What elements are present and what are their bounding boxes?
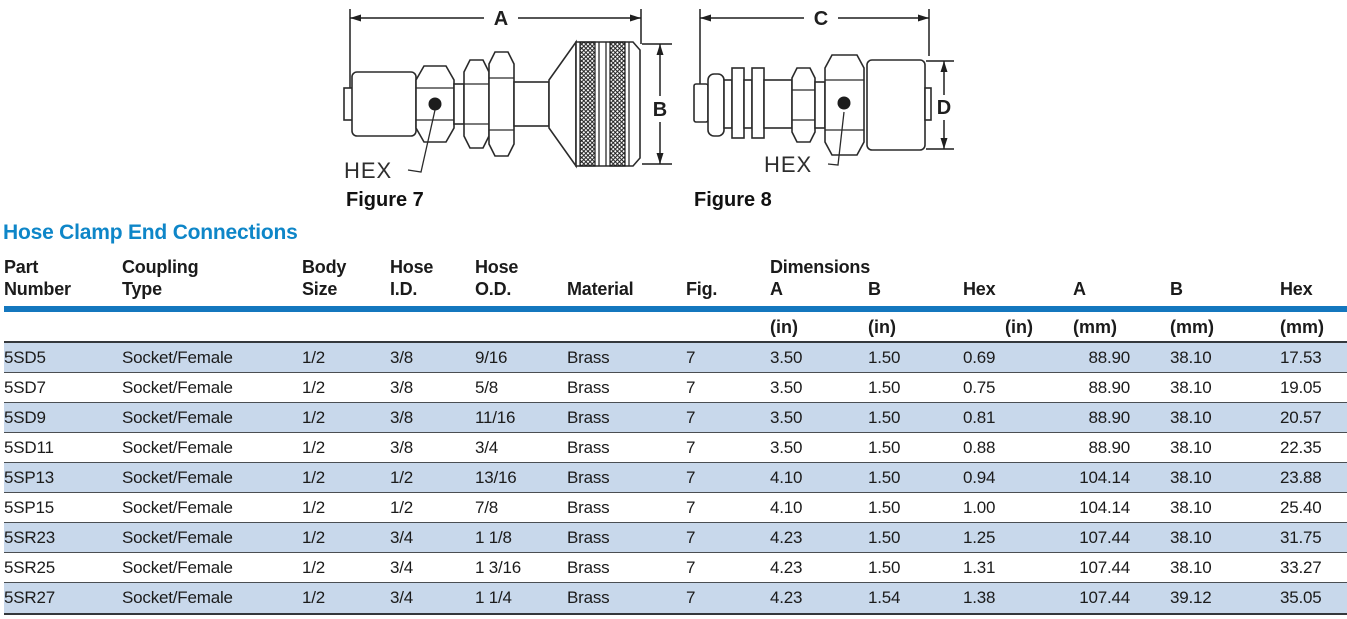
cell-b-mm: 38.10: [1170, 498, 1212, 517]
column-header: [567, 250, 686, 300]
cell-hose-id: 3/4: [390, 588, 414, 607]
cell-material: Brass: [567, 378, 610, 397]
column-header-line1: Hose: [475, 257, 519, 277]
cell-fig: 7: [686, 438, 696, 457]
cell-hex-mm: 33.27: [1280, 558, 1322, 577]
knurl-band: [580, 42, 595, 166]
cell-hose-id: 3/8: [390, 438, 414, 457]
cell-hose-od: 3/4: [475, 438, 499, 457]
cell-hose-od: 9/16: [475, 348, 508, 367]
cell-material: Brass: [567, 528, 610, 547]
cell-hose-id: 3/4: [390, 558, 414, 577]
cell-body-size: 1/2: [302, 468, 326, 487]
cell-material: Brass: [567, 438, 610, 457]
cell-hex-mm: 19.05: [1280, 378, 1322, 397]
cell-b-mm: 38.10: [1170, 408, 1212, 427]
unit-cell: [4, 312, 122, 339]
table-row: [4, 523, 1347, 553]
column-header-line2: I.D.: [390, 279, 418, 299]
cell-part-number: 5SR27: [4, 588, 55, 607]
cell-hex-in: 1.00: [963, 498, 996, 517]
cell-b-in: 1.54: [868, 588, 901, 607]
cell-coupling-type: Socket/Female: [122, 558, 233, 577]
cell-b-in: 1.50: [868, 498, 901, 517]
unit-cell: (mm): [1170, 317, 1214, 337]
cell-hex-mm: 25.40: [1280, 498, 1322, 517]
cell-hex-mm: 20.57: [1280, 408, 1322, 427]
unit-cell: (in): [770, 317, 798, 337]
cell-coupling-type: Socket/Female: [122, 408, 233, 427]
unit-cell: [567, 312, 686, 339]
cell-body-size: 1/2: [302, 378, 326, 397]
cell-coupling-type: Socket/Female: [122, 498, 233, 517]
cell-b-in: 1.50: [868, 528, 901, 547]
table-row: [4, 493, 1347, 523]
cell-a-mm: 104.14: [1079, 498, 1130, 517]
cell-part-number: 5SP13: [4, 468, 55, 487]
cell-hose-od: 1 1/4: [475, 588, 512, 607]
cell-b-in: 1.50: [868, 438, 901, 457]
cell-material: Brass: [567, 588, 610, 607]
cell-a-mm: 107.44: [1079, 528, 1130, 547]
cell-hose-od: 1 3/16: [475, 558, 522, 577]
cell-material: Brass: [567, 348, 610, 367]
column-header-line1: Hose: [390, 257, 434, 277]
column-header: [770, 250, 871, 300]
cell-hex-mm: 23.88: [1280, 468, 1322, 487]
cell-a-mm: 88.90: [1088, 438, 1130, 457]
cell-hex-in: 0.88: [963, 438, 996, 457]
dim-label-c: C: [813, 8, 829, 30]
table-row: [4, 403, 1347, 433]
cell-body-size: 1/2: [302, 348, 326, 367]
cell-material: Brass: [567, 468, 610, 487]
cell-hose-id: 3/8: [390, 408, 414, 427]
cell-coupling-type: Socket/Female: [122, 588, 233, 607]
cell-a-mm: 104.14: [1079, 468, 1130, 487]
cell-fig: 7: [686, 558, 696, 577]
cell-hex-in: 0.69: [963, 348, 996, 367]
ferrule: [352, 72, 416, 136]
figures-area: [0, 0, 1347, 216]
ferrule: [867, 60, 925, 150]
figure7-caption: Figure 7: [346, 189, 424, 211]
cell-coupling-type: Socket/Female: [122, 438, 233, 457]
column-header-line1: Part: [4, 257, 39, 277]
cell-hose-id: 1/2: [390, 498, 414, 517]
cell-hex-in: 1.31: [963, 558, 996, 577]
cell-hose-od: 13/16: [475, 468, 517, 487]
cell-hex-mm: 22.35: [1280, 438, 1322, 457]
unit-cell: (mm): [1280, 317, 1324, 337]
column-header: [1170, 250, 1280, 300]
column-header: [122, 250, 302, 300]
cell-part-number: 5SP15: [4, 498, 55, 517]
hex-callout-dot: [429, 98, 442, 111]
cell-b-in: 1.50: [868, 378, 901, 397]
cell-hose-od: 1 1/8: [475, 528, 512, 547]
cell-part-number: 5SR23: [4, 528, 55, 547]
hex-callout-label: HEX: [344, 158, 393, 183]
cell-a-in: 4.23: [770, 528, 803, 547]
column-header: [963, 250, 1073, 300]
column-header: [390, 250, 475, 300]
column-header-line2: Hex: [963, 279, 996, 299]
table-row: [4, 373, 1347, 403]
cell-b-mm: 38.10: [1170, 558, 1212, 577]
dim-label-a: A: [493, 8, 509, 30]
cell-fig: 7: [686, 498, 696, 517]
table-row: [4, 463, 1347, 493]
cell-body-size: 1/2: [302, 558, 326, 577]
cell-a-mm: 107.44: [1079, 558, 1130, 577]
cell-a-in: 3.50: [770, 348, 803, 367]
dim-label-b: B: [652, 99, 668, 121]
cell-hose-id: 3/4: [390, 528, 414, 547]
table-row: [4, 583, 1347, 613]
cell-body-size: 1/2: [302, 438, 326, 457]
cell-fig: 7: [686, 378, 696, 397]
socket-cone: [549, 42, 576, 166]
hose-clamp-table: [0, 250, 1347, 615]
cell-hex-in: 1.38: [963, 588, 996, 607]
column-header: [1280, 250, 1347, 300]
figure8-caption: Figure 8: [694, 189, 772, 211]
table-header-row: [4, 250, 1347, 300]
cell-b-in: 1.50: [868, 348, 901, 367]
cell-hose-od: 7/8: [475, 498, 499, 517]
cell-b-mm: 39.12: [1170, 588, 1212, 607]
column-header-line1: Dimensions: [770, 257, 871, 277]
cell-part-number: 5SD11: [4, 438, 54, 457]
cell-b-mm: 38.10: [1170, 378, 1212, 397]
column-header-line2: O.D.: [475, 279, 512, 299]
cell-material: Brass: [567, 498, 610, 517]
column-header-line1: Body: [302, 257, 347, 277]
cell-hex-mm: 31.75: [1280, 528, 1322, 547]
column-header-line2: Type: [122, 279, 162, 299]
cell-a-in: 4.23: [770, 558, 803, 577]
column-header-line2: Material: [567, 279, 634, 299]
cell-part-number: 5SD9: [4, 408, 46, 427]
table-body: [4, 341, 1347, 615]
table-row: [4, 553, 1347, 583]
cell-a-in: 3.50: [770, 438, 803, 457]
section-title: Hose Clamp End Connections: [3, 221, 298, 244]
cell-hex-in: 0.81: [963, 408, 996, 427]
cell-b-in: 1.50: [868, 408, 901, 427]
cell-hose-id: 3/8: [390, 348, 414, 367]
unit-cell: [122, 312, 302, 339]
figure8-drawing: [692, 0, 972, 214]
cell-hex-in: 0.75: [963, 378, 996, 397]
knurl-band: [610, 42, 625, 166]
cell-hose-id: 3/8: [390, 378, 414, 397]
hex-callout-label: HEX: [764, 152, 813, 177]
unit-cell: (in): [868, 317, 896, 337]
unit-cell: (in): [1005, 317, 1033, 337]
cell-a-mm: 88.90: [1088, 408, 1130, 427]
dim-label-d: D: [936, 97, 952, 119]
column-header: [868, 250, 963, 300]
cell-part-number: 5SD5: [4, 348, 46, 367]
cell-b-mm: 38.10: [1170, 468, 1212, 487]
column-header-line2: B: [868, 279, 881, 299]
cell-hose-od: 11/16: [475, 408, 516, 427]
unit-cell: [302, 312, 390, 339]
column-header-line2: Fig.: [686, 279, 718, 299]
cell-a-mm: 88.90: [1088, 348, 1130, 367]
cell-hex-mm: 35.05: [1280, 588, 1322, 607]
cell-hose-od: 5/8: [475, 378, 499, 397]
cell-part-number: 5SR25: [4, 558, 55, 577]
cell-a-in: 3.50: [770, 408, 803, 427]
cell-part-number: 5SD7: [4, 378, 46, 397]
cell-body-size: 1/2: [302, 588, 326, 607]
cell-body-size: 1/2: [302, 408, 326, 427]
cell-a-in: 3.50: [770, 378, 803, 397]
cell-material: Brass: [567, 558, 610, 577]
cell-body-size: 1/2: [302, 528, 326, 547]
cell-fig: 7: [686, 528, 696, 547]
cell-coupling-type: Socket/Female: [122, 348, 233, 367]
table-row: [4, 433, 1347, 463]
cell-a-in: 4.10: [770, 468, 803, 487]
column-header: [302, 250, 390, 300]
unit-cell: [686, 312, 770, 339]
column-header-line2: Hex: [1280, 279, 1313, 299]
cell-coupling-type: Socket/Female: [122, 528, 233, 547]
cell-a-in: 4.10: [770, 498, 803, 517]
column-header-line2: A: [770, 279, 783, 299]
cell-fig: 7: [686, 348, 696, 367]
cell-hex-in: 1.25: [963, 528, 996, 547]
cell-b-in: 1.50: [868, 558, 901, 577]
cell-hex-mm: 17.53: [1280, 348, 1322, 367]
column-header-line2: A: [1073, 279, 1086, 299]
cell-hose-id: 1/2: [390, 468, 414, 487]
cell-body-size: 1/2: [302, 498, 326, 517]
unit-cell: (mm): [1073, 317, 1117, 337]
table-row: [4, 343, 1347, 373]
hex-callout-dot: [838, 97, 851, 110]
unit-cell: [390, 312, 475, 339]
cell-material: Brass: [567, 408, 610, 427]
column-header-line2: B: [1170, 279, 1183, 299]
cell-b-in: 1.50: [868, 468, 901, 487]
cell-a-mm: 88.90: [1088, 378, 1130, 397]
column-header: [686, 250, 770, 300]
cell-fig: 7: [686, 588, 696, 607]
figure7-drawing: [336, 0, 686, 214]
cell-coupling-type: Socket/Female: [122, 468, 233, 487]
column-header-line2: Size: [302, 279, 338, 299]
cell-b-mm: 38.10: [1170, 348, 1212, 367]
cell-coupling-type: Socket/Female: [122, 378, 233, 397]
cell-fig: 7: [686, 468, 696, 487]
unit-cell: [475, 312, 567, 339]
cell-fig: 7: [686, 408, 696, 427]
units-row: [4, 312, 1347, 339]
column-header: [1073, 250, 1170, 300]
plug-tip: [694, 84, 708, 122]
column-header: [4, 250, 122, 300]
cell-a-in: 4.23: [770, 588, 803, 607]
cell-a-mm: 107.44: [1079, 588, 1130, 607]
cell-b-mm: 38.10: [1170, 528, 1212, 547]
column-header-line2: Number: [4, 279, 71, 299]
column-header: [475, 250, 567, 300]
cell-hex-in: 0.94: [963, 468, 996, 487]
cell-b-mm: 38.10: [1170, 438, 1212, 457]
column-header-line1: Coupling: [122, 257, 199, 277]
